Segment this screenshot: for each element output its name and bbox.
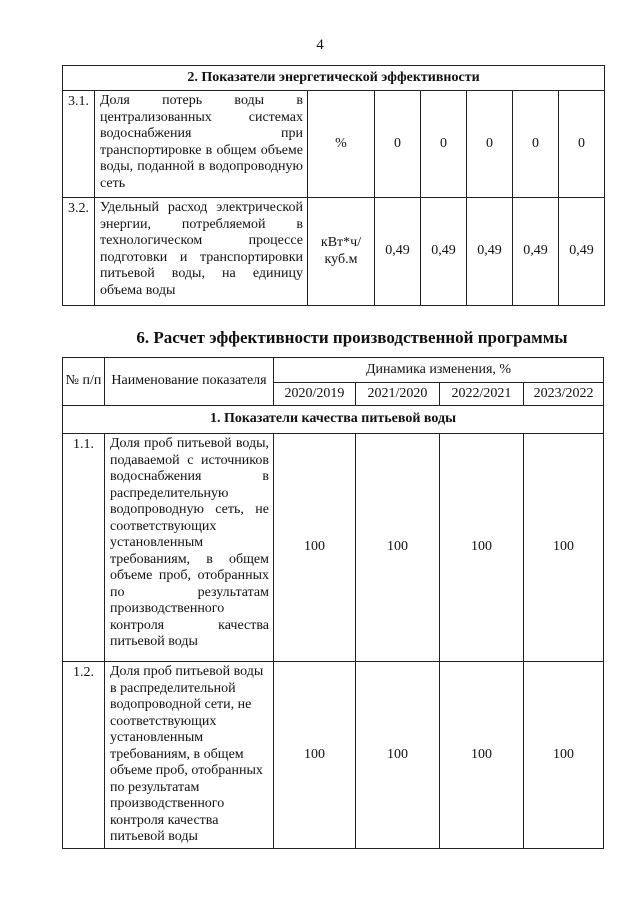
- row-number: 1.1.: [63, 434, 105, 662]
- value-cell: 0,49: [375, 198, 421, 306]
- year-header: 2022/2021: [440, 383, 524, 406]
- value-cell: 100: [524, 434, 604, 662]
- value-cell: 0,49: [467, 198, 513, 306]
- indicator-name: Доля потерь воды в централизованных системах водоснабжения при транспортировке в общем объеме воды, поданной в водопроводную сеть: [95, 91, 308, 198]
- energy-efficiency-table: [62, 65, 605, 306]
- indicator-name: Доля проб питьевой воды, подаваемой с источников водоснабжения в распределительную водопроводную сеть, не соответствующих установленным требованиям, в общем объеме проб, отобранных по результатам производственного контроля качества питьевой воды: [105, 434, 274, 662]
- section-title: 6. Расчет эффективности производственной программы: [136, 328, 568, 347]
- table-row: [63, 91, 605, 198]
- year-header: 2021/2020: [356, 383, 440, 406]
- value-cell: 100: [356, 662, 440, 849]
- value-cell: 0: [513, 91, 559, 198]
- table-row: [63, 662, 604, 849]
- value-cell: 100: [440, 434, 524, 662]
- row-number: 3.2.: [63, 198, 95, 306]
- value-cell: 0,49: [559, 198, 605, 306]
- row-number: 3.1.: [63, 91, 95, 198]
- value-cell: 0,49: [513, 198, 559, 306]
- year-header: 2023/2022: [524, 383, 604, 406]
- value-cell: 100: [440, 662, 524, 849]
- value-cell: 0: [375, 91, 421, 198]
- table-row: [63, 198, 605, 306]
- row-number: 1.2.: [63, 662, 105, 849]
- value-cell: 100: [274, 434, 356, 662]
- value-cell: 0: [467, 91, 513, 198]
- column-header-number: № п/п: [63, 358, 105, 406]
- indicator-name: Доля проб питьевой воды в распределительной водопроводной сети, не соответствующих установленным требованиям, в общем объеме проб, отобранных по результатам производственного контроля качества питьевой воды: [105, 662, 274, 849]
- energy-efficiency-header: 2. Показатели энергетической эффективности: [63, 66, 605, 91]
- indicator-name: Удельный расход электрической энергии, потребляемой в технологическом процессе подготовки и транспортировки питьевой воды, на единицу объема воды: [95, 198, 308, 306]
- value-cell: 0,49: [421, 198, 467, 306]
- unit-cell: %: [308, 91, 375, 198]
- program-efficiency-table: [62, 357, 604, 849]
- value-cell: 0: [559, 91, 605, 198]
- column-header-dynamics: Динамика изменения, %: [274, 358, 604, 383]
- value-cell: 100: [274, 662, 356, 849]
- page-number: 4: [316, 37, 324, 53]
- value-cell: 0: [421, 91, 467, 198]
- value-cell: 100: [356, 434, 440, 662]
- quality-section-header: 1. Показатели качества питьевой воды: [63, 406, 604, 434]
- year-header: 2020/2019: [274, 383, 356, 406]
- value-cell: 100: [524, 662, 604, 849]
- column-header-name: Наименование показателя: [105, 358, 274, 406]
- unit-cell: кВт*ч/ куб.м: [308, 198, 375, 306]
- table-row: [63, 434, 604, 662]
